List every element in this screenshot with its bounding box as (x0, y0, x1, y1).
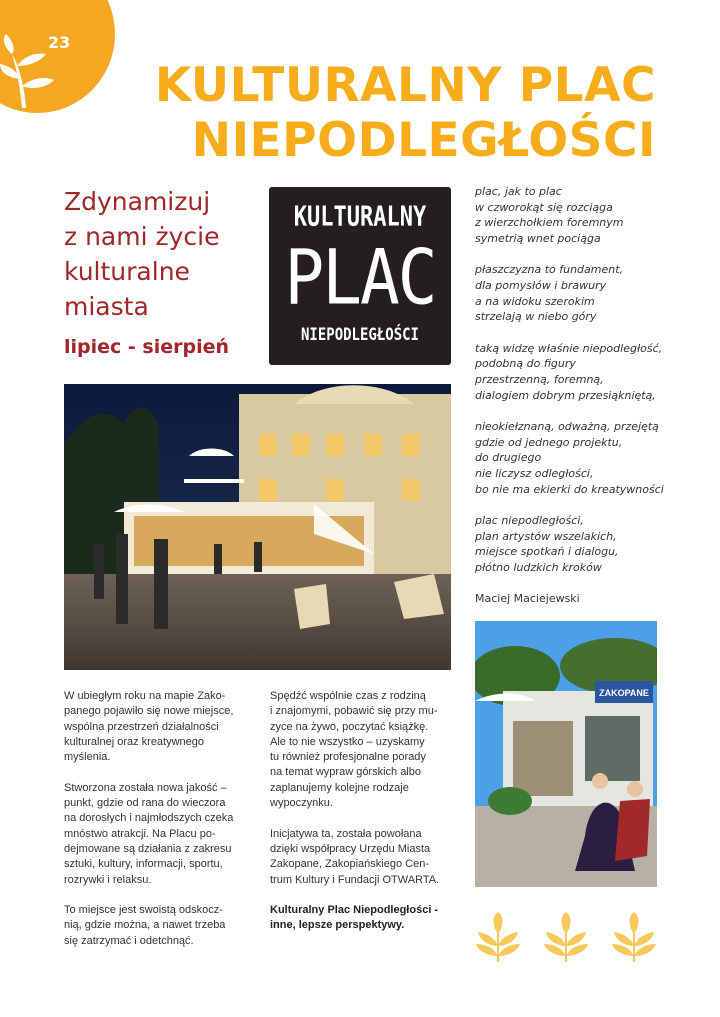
logo-line-3: NIEPODLEGŁOŚCI (300, 325, 419, 345)
body-column-2 (270, 689, 460, 949)
footer-decoration (476, 912, 656, 962)
text-line: zyce na żywo, poczytać książkę. (270, 720, 429, 733)
page-number: 23 (48, 33, 71, 52)
poem-line: miejsce spotkań i dialogu, (475, 545, 619, 559)
tagline-line: miasta (64, 292, 149, 321)
poem-line: w czworokąt się rozciąga (475, 200, 613, 214)
wheat-sprig-icon (544, 912, 588, 962)
body-column-1 (64, 689, 254, 964)
poem-line: gdzie od jednego projektu, (475, 435, 623, 449)
text-line: Spędźć wspólnie czas z rodziną (270, 690, 426, 702)
text-line: Ale to nie wszystko – uzyskamy (270, 735, 425, 748)
poem-line: dla pomysłów i brawury (475, 278, 607, 292)
text-line: na dorosłych i najmłodszych czeka (64, 812, 234, 825)
poem-line: płótno ludzkich kroków (475, 560, 602, 574)
text-line: W ubiegłym roku na mapie Zako- (64, 690, 226, 702)
page-title (96, 58, 656, 168)
title-line-2: NIEPODLEGŁOŚCI (191, 113, 656, 168)
poem-line: plac, jak to plac (475, 185, 562, 198)
poem-author: Maciej Maciejewski (475, 592, 580, 606)
body-paragraph (64, 781, 254, 888)
title-line-1: KULTURALNY PLAC (154, 58, 656, 113)
wheat-sprig-icon (476, 912, 520, 962)
poem-line: dialogiem dobrym przesiąkniętą, (475, 388, 656, 402)
text-line: sztuki, kultury, informacji, sportu, (64, 858, 223, 871)
text-line: panego pojawiło się nowe miejsce, (64, 705, 234, 718)
wheat-sprig-icon (612, 912, 656, 962)
poem-line: bo nie ma ekierki do kreatywności (475, 482, 664, 496)
text-line: wypoczynku. (270, 797, 333, 810)
poem-line: symetrią wnet pociąga (475, 231, 601, 245)
poem-line: płaszczyzna to fundament, (475, 263, 624, 277)
body-paragraph (64, 689, 254, 765)
text-line: punkt, gdzie od rana do wieczora (64, 797, 226, 810)
night-scene-illustration (64, 384, 451, 670)
closing-statement (270, 903, 460, 934)
photo-day-kiosk (475, 621, 657, 887)
photo-night-square (64, 384, 451, 670)
text-line: się zatrzymać i odetchnąć. (64, 934, 194, 947)
poem-stanza (475, 513, 675, 575)
event-dates: lipiec - sierpień (64, 336, 230, 358)
body-paragraph (64, 903, 254, 949)
poem-line: z wierzchołkiem foremnym (475, 216, 624, 230)
poem-line: nieokiełznaną, odważną, przejętą (475, 420, 659, 434)
tagline-line: Zdynamizuj (64, 187, 211, 216)
text-line: tu również profesjonalne porady (270, 751, 426, 764)
text-line: Inicjatywa ta, została powołana (270, 827, 422, 840)
text-line: na temat wypraw górskich albo (270, 766, 422, 779)
text-line: To miejsce jest swoistą odskocz- (64, 904, 223, 917)
poem-stanza (475, 341, 675, 403)
text-line: dzięki współpracy Urzędu Miasta (270, 842, 431, 855)
body-paragraph (270, 689, 460, 811)
poem-line: podobną do figury (475, 357, 576, 371)
text-line: Zakopane, Zakopiańskiego Cen- (270, 858, 429, 871)
text-line: inne, lepsze perspektywy. (270, 919, 405, 932)
poem-line: plac niepodległości, (475, 514, 584, 528)
body-paragraph (270, 827, 460, 888)
text-line: Kulturalny Plac Niepodległości - (270, 904, 439, 917)
poem-line: plan artystów wszelakich, (475, 529, 617, 543)
tagline-line: z nami życie (64, 222, 220, 251)
poem-stanza (475, 419, 675, 497)
event-logo (269, 187, 451, 365)
logo-line-1: KULTURALNY (293, 201, 427, 234)
text-line: wspólna przestrzeń działalności (64, 720, 219, 733)
text-line: kulturalnej oraz kreatywnego (64, 735, 205, 748)
text-line: dejmowane są działania z zakresu (64, 842, 232, 855)
poem-line: a na widoku szerokim (475, 294, 595, 308)
text-line: mnóstwo atrakcji. Na Placu po- (64, 827, 216, 840)
tagline (64, 184, 264, 324)
poem-line: strzelają w niebo góry (475, 310, 597, 324)
text-line: Stworzona została nowa jakość – (64, 781, 227, 794)
poem-line: przestrzenną, foremną, (475, 372, 604, 386)
text-line: zaplanujemy kolejne rodzaje (270, 781, 409, 794)
poem-line: do drugiego (475, 451, 542, 465)
poem-line: nie liczysz odległości, (475, 466, 594, 480)
text-line: myślenia. (64, 751, 111, 764)
text-line: rozrywki i relaksu. (64, 873, 152, 886)
poem (475, 184, 675, 607)
poem-stanza (475, 262, 675, 324)
poem-stanza (475, 184, 675, 246)
logo-line-2: PLAC (284, 233, 436, 322)
text-line: i znajomymi, pobawić się przy mu- (270, 705, 438, 718)
text-line: trum Kultury i Fundacji OTWARTA. (270, 873, 440, 886)
tagline-line: kulturalne (64, 257, 190, 286)
side-sign-text: ZAKOPANE (599, 688, 649, 698)
day-scene-illustration (475, 621, 657, 887)
poem-line: taką widzę właśnie niepodległość, (475, 341, 663, 355)
text-line: nią, gdzie można, a nawet trzeba (64, 919, 226, 932)
